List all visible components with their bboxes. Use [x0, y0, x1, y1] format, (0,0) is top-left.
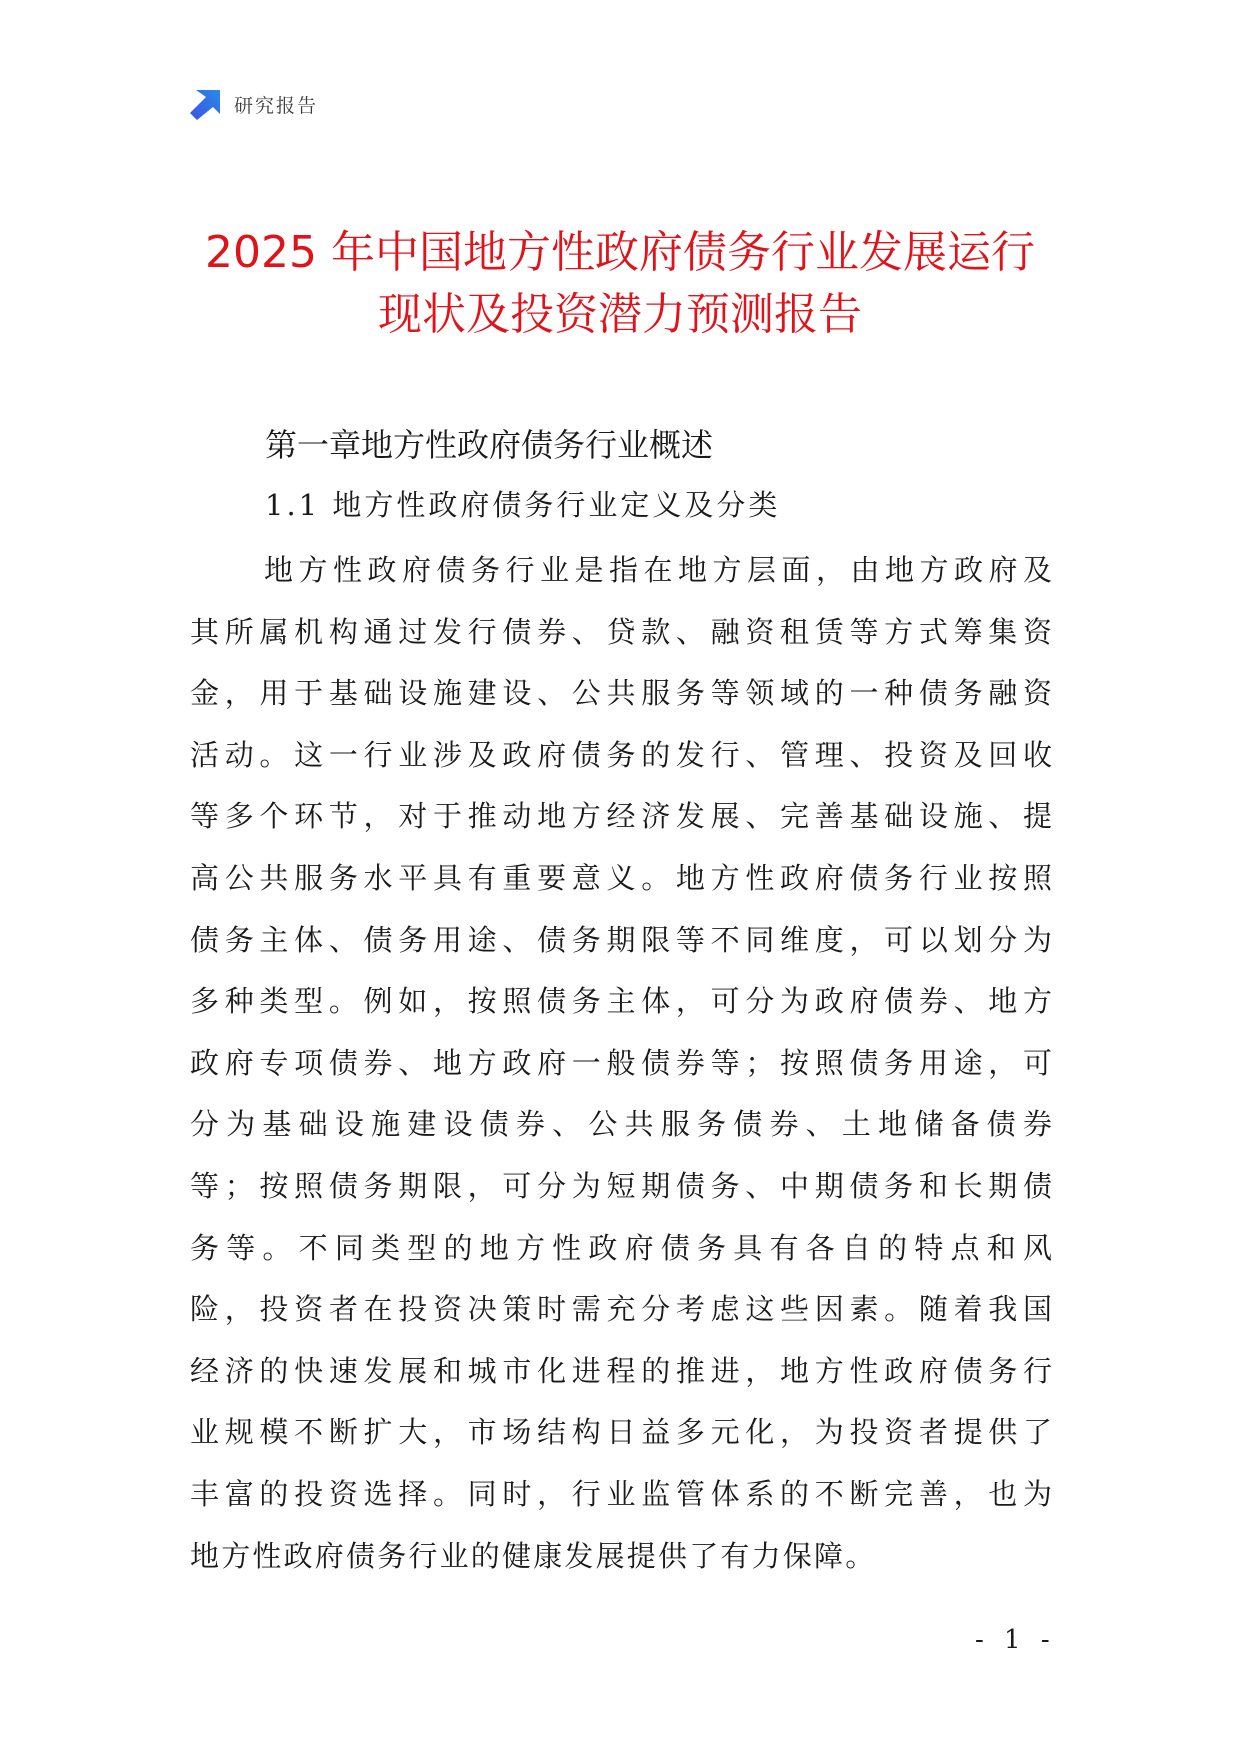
paragraph-line: 务等。不同类型的地方性政府债务具有各自的特点和风 — [190, 1230, 1052, 1265]
paragraph-line: 其所属机构通过发行债券、贷款、融资租赁等方式筹集资 — [190, 614, 1052, 649]
paragraph-line: 地方性政府债务行业是指在地方层面，由地方政府及 — [264, 553, 1052, 587]
paragraph-line: 经济的快速发展和城市化进程的推进，地方性政府债务行 — [190, 1353, 1052, 1388]
title-line-1: 2025 年中国地方性政府债务行业发展运行 — [205, 227, 1035, 278]
paragraph-line: 分为基础设施建设债券、公共服务债券、土地储备债券 — [190, 1107, 1052, 1142]
title-line-2: 现状及投资潜力预测报告 — [378, 289, 862, 340]
paragraph-line: 丰富的投资选择。同时，行业监管体系的不断完善，也为 — [190, 1476, 1052, 1511]
paragraph-line: 金，用于基础设施建设、公共服务等领域的一种债务融资 — [190, 676, 1052, 711]
body-paragraph — [190, 540, 1052, 1587]
paragraph-line: 活动。这一行业涉及政府债务的发行、管理、投资及回收 — [190, 737, 1052, 772]
document-title — [0, 222, 1240, 346]
report-header — [188, 88, 318, 120]
paragraph-line: 险，投资者在投资决策时需充分考虑这些因素。随着我国 — [190, 1292, 1052, 1327]
arrow-up-right-icon — [188, 88, 222, 120]
header-label: 研究报告 — [234, 94, 319, 117]
paragraph-line: 政府专项债券、地方政府一般债券等；按照债务用途，可 — [190, 1045, 1052, 1080]
page-number: - 1 - — [975, 1625, 1056, 1655]
paragraph-line: 高公共服务水平具有重要意义。地方性政府债务行业按照 — [190, 860, 1052, 895]
paragraph-line: 等；按照债务期限，可分为短期债务、中期债务和长期债 — [190, 1168, 1052, 1203]
chapter-heading: 第一章地方性政府债务行业概述 — [265, 426, 714, 464]
paragraph-line: 地方性政府债务行业的健康发展提供了有力保障。 — [190, 1538, 877, 1573]
section-heading: 1.1 地方性政府债务行业定义及分类 — [265, 488, 781, 522]
paragraph-line: 业规模不断扩大，市场结构日益多元化，为投资者提供了 — [190, 1415, 1052, 1450]
paragraph-line: 多种类型。例如，按照债务主体，可分为政府债券、地方 — [190, 984, 1052, 1019]
paragraph-line: 等多个环节，对于推动地方经济发展、完善基础设施、提 — [190, 799, 1052, 834]
paragraph-line: 债务主体、债务用途、债务期限等不同维度，可以划分为 — [190, 922, 1052, 957]
